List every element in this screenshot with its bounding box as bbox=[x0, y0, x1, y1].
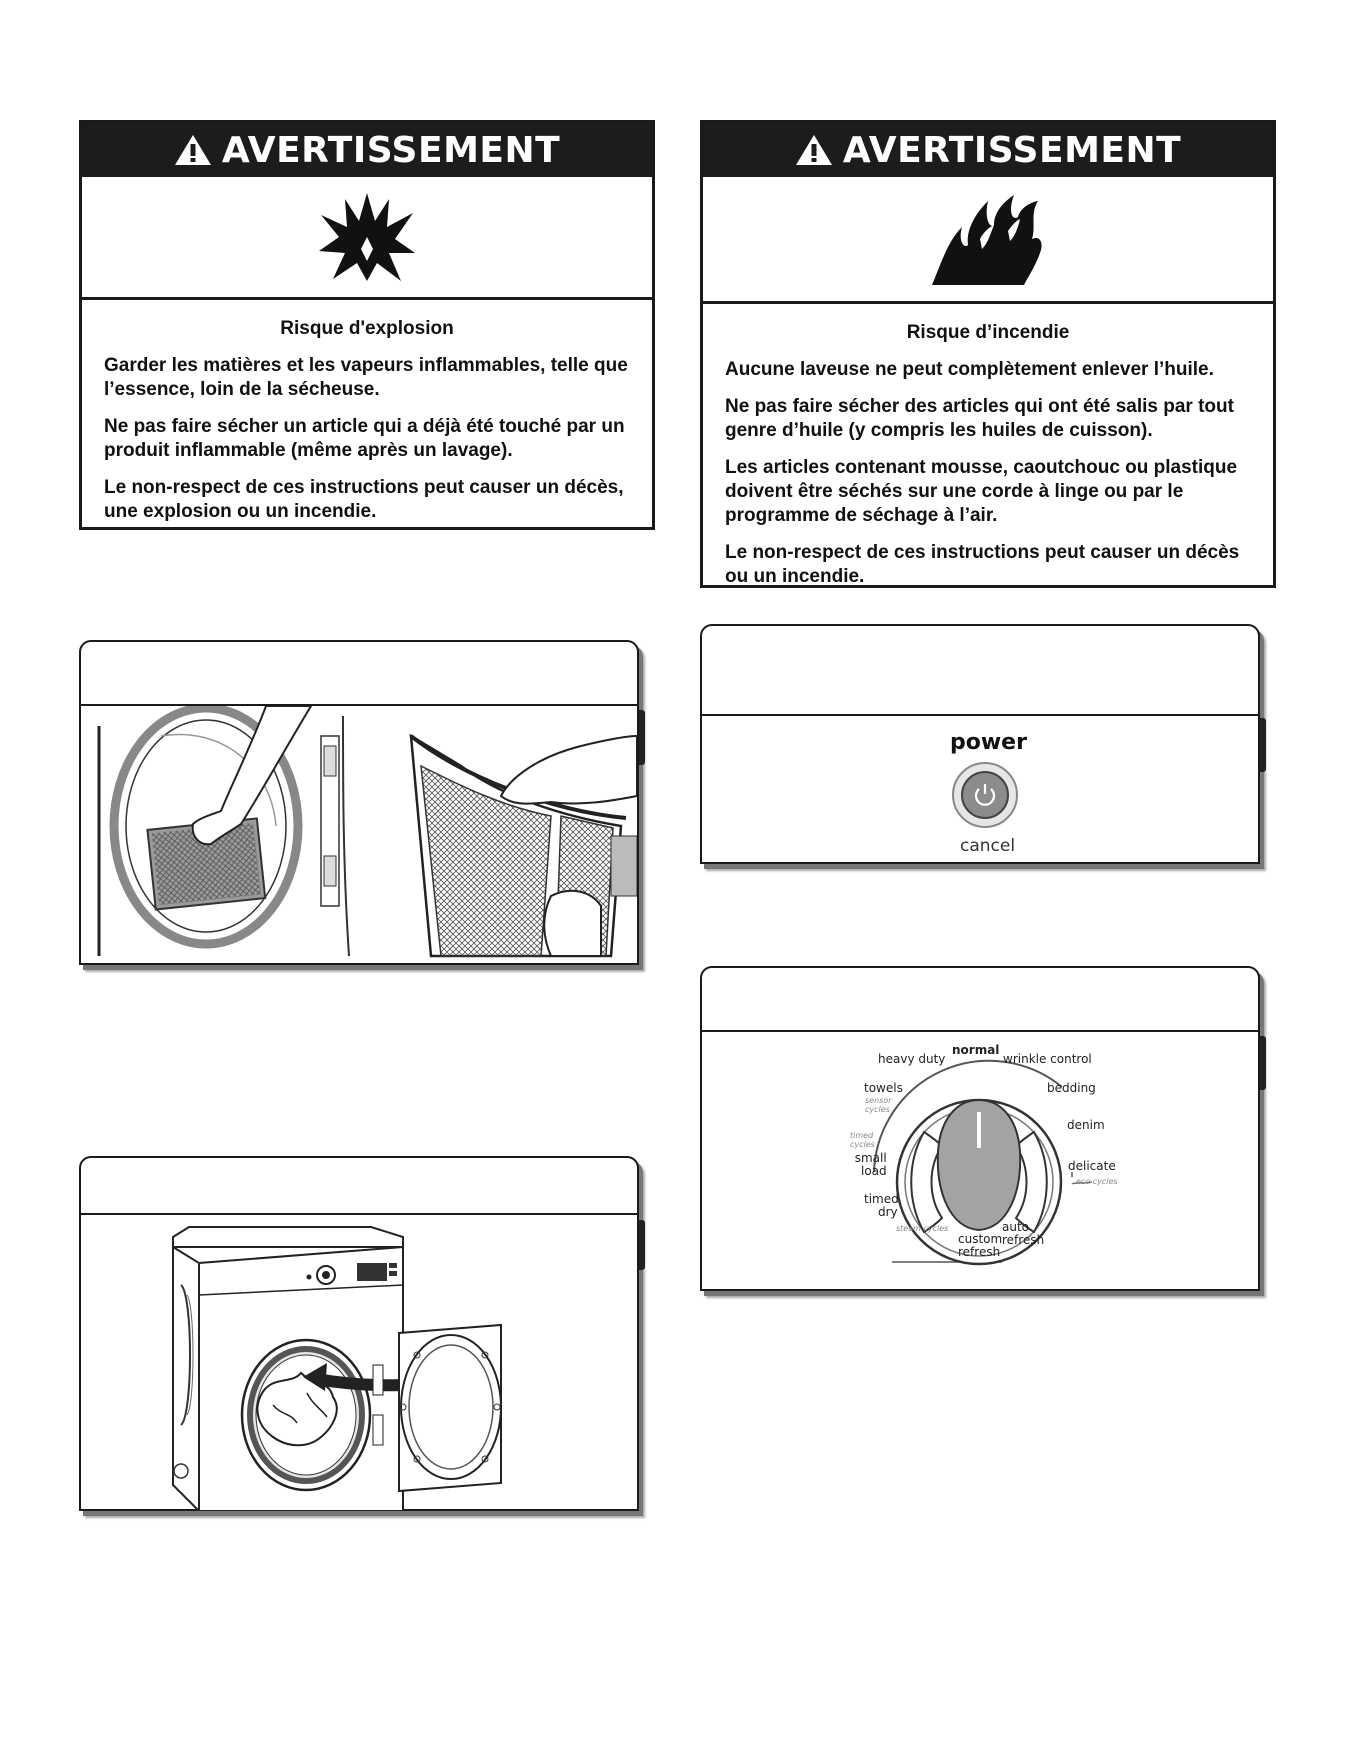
fire-icon bbox=[928, 191, 1048, 287]
cycle-delicate[interactable]: delicate bbox=[1068, 1159, 1116, 1173]
panel-tab-edge bbox=[639, 710, 645, 765]
cycle-wrinkle-control[interactable]: wrinkle control bbox=[1003, 1052, 1092, 1066]
cycle-dial-panel bbox=[700, 966, 1260, 1291]
cycle-normal[interactable]: normal bbox=[952, 1043, 1000, 1057]
warning-paragraph: Le non-respect de ces instructions peut causer un décès, une explosion ou un incendie. bbox=[104, 477, 624, 522]
cycle-denim[interactable]: denim bbox=[1067, 1118, 1105, 1132]
panel-header bbox=[702, 968, 1258, 1032]
warning-paragraph: Garder les matières et les vapeurs inflammables, telle que l’essence, loin de la sécheuse. bbox=[104, 355, 628, 400]
warning-paragraph: Ne pas faire sécher un article qui a déjà été touché par un produit inflammable (même après un lavage). bbox=[104, 416, 625, 461]
warning-triangle-icon bbox=[174, 133, 212, 167]
cycle-custom-refresh[interactable]: custom refresh bbox=[958, 1232, 1003, 1259]
cancel-label: cancel bbox=[960, 836, 1016, 856]
warning-header bbox=[82, 123, 652, 177]
lint-screen-panel bbox=[79, 640, 639, 965]
panel-tab-edge bbox=[1260, 718, 1266, 772]
group-sensor-cycles: sensor cycles bbox=[865, 1096, 892, 1114]
warning-header-text: AVERTISSEMENT bbox=[221, 129, 561, 171]
warning-header-text: AVERTISSEMENT bbox=[842, 129, 1182, 171]
load-dryer-panel bbox=[79, 1156, 639, 1511]
warning-paragraph: Ne pas faire sécher des articles qui ont été salis par tout genre d’huile (y compris les huiles de cuisson). bbox=[725, 396, 1234, 441]
explosion-icon bbox=[317, 191, 417, 283]
panel-tab-edge bbox=[639, 1220, 645, 1270]
power-icon bbox=[963, 773, 1007, 817]
warning-title: Risque d'explosion bbox=[280, 318, 454, 339]
panel-header bbox=[81, 642, 637, 706]
cycle-small-load[interactable]: small load bbox=[854, 1151, 887, 1178]
warning-paragraph: Les articles contenant mousse, caoutchouc ou plastique doivent être séchés sur une corde à linge ou par le programme de séchage à l’air. bbox=[725, 457, 1238, 526]
power-label: power bbox=[950, 730, 1027, 755]
hazard-symbol-area bbox=[82, 177, 652, 300]
warning-title: Risque d’incendie bbox=[906, 322, 1070, 343]
group-timed-cycles: timed cycles bbox=[850, 1131, 875, 1149]
warning-box-explosion bbox=[79, 120, 655, 530]
warning-header bbox=[703, 123, 1273, 177]
cycle-auto-refresh[interactable]: auto refresh bbox=[1002, 1220, 1045, 1247]
group-eco-cycles: eco cycles bbox=[1076, 1177, 1118, 1186]
warning-paragraph: Aucune laveuse ne peut complètement enlever l’huile. bbox=[725, 359, 1214, 380]
power-button[interactable] bbox=[952, 762, 1018, 828]
hazard-symbol-area bbox=[703, 177, 1273, 304]
power-panel bbox=[700, 624, 1260, 864]
warning-triangle-icon bbox=[795, 133, 833, 167]
cycle-bedding[interactable]: bedding bbox=[1047, 1081, 1096, 1095]
panel-tab-edge bbox=[1260, 1036, 1266, 1090]
cycle-heavy-duty[interactable]: heavy duty bbox=[878, 1052, 946, 1066]
warning-box-fire bbox=[700, 120, 1276, 588]
load-dryer-illustration bbox=[81, 1215, 637, 1511]
lint-screen-illustration bbox=[81, 706, 637, 965]
panel-header bbox=[81, 1158, 637, 1215]
group-steam-cycles: steam cycles bbox=[896, 1224, 949, 1233]
cycle-timed-dry[interactable]: timed dry bbox=[864, 1192, 899, 1219]
warning-paragraph: Le non-respect de ces instructions peut causer un décès ou un incendie. bbox=[725, 542, 1240, 587]
cycle-towels[interactable]: towels bbox=[864, 1081, 903, 1095]
panel-header bbox=[702, 626, 1258, 716]
